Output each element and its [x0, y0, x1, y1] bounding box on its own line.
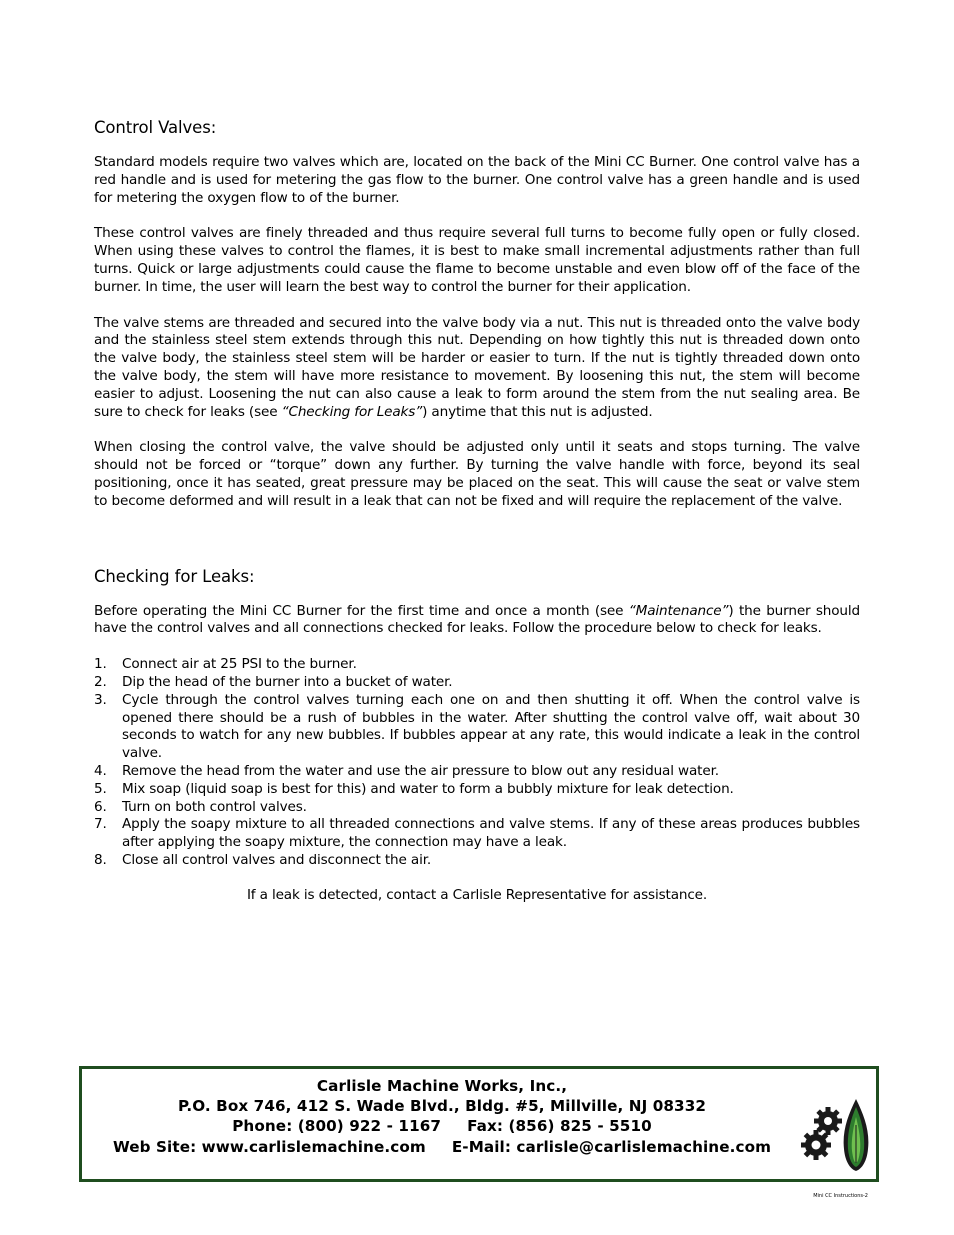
- web-email-line: [82, 1137, 802, 1157]
- cross-reference: “Maintenance”: [628, 602, 729, 619]
- list-text: Connect air at 25 PSI to the burner.: [122, 656, 357, 673]
- list-number: 7.: [94, 816, 107, 833]
- phone-fax-line: [82, 1116, 802, 1136]
- company-address: P.O. Box 746, 412 S. Wade Blvd., Bldg. #5, Millville, NJ 08332: [177, 1097, 707, 1116]
- text-run: Before operating the Mini CC Burner for the first time and once a month (see: [94, 602, 629, 619]
- list-item: [94, 799, 860, 817]
- list-item: [94, 656, 860, 674]
- contact-details: [82, 1076, 802, 1157]
- footer-document-tag: Mini CC Instructions-2: [813, 1193, 868, 1199]
- list-item: [94, 852, 860, 870]
- list-number: 4.: [94, 762, 107, 779]
- list-text: Turn on both control valves.: [122, 798, 307, 815]
- company-name: Carlisle Machine Works, Inc.,: [316, 1077, 568, 1095]
- paragraph: [94, 315, 860, 422]
- section-title-control-valves: Control Valves:: [94, 118, 217, 137]
- list-text: Apply the soapy mixture to all threaded connections and valve stems. If any of these areas produces bubbles after applying the soapy mixture, the connection may have a leak.: [122, 816, 860, 851]
- list-item: [94, 763, 860, 781]
- phone-number: Phone: (800) 922 - 1167: [232, 1117, 442, 1136]
- text-run: ) the burner should have the control valves and all connections checked for leaks. Follow the procedure below to check for leaks.: [94, 602, 860, 637]
- list-number: 5.: [94, 780, 107, 797]
- list-number: 3.: [94, 691, 107, 708]
- list-number: 2.: [94, 673, 107, 690]
- document-body: [94, 118, 860, 905]
- fax-number: Fax: (856) 825 - 5510: [467, 1117, 652, 1136]
- gears-and-flame-logo-icon: [800, 1095, 874, 1173]
- text-run: The valve stems are threaded and secured into the valve body via a nut. This nut is threaded onto the valve body and the stainless steel stem extends through this nut. Depending on how tightly this nut is threaded down onto the valve body, the stainless steel stem will be harder or easier to turn. If the nut is tightly threaded down onto the valve body, the stem will have more resistance to movement. By loosening this nut, the stem will become easier to adjust. Loosening the nut can also cause a leak to form around the stem from the nut sealing area. Be sure to check for leaks (see: [94, 314, 860, 420]
- text-run: ) anytime that this nut is adjusted.: [422, 403, 653, 420]
- leak-check-steps: [94, 656, 860, 870]
- paragraph: [94, 603, 860, 639]
- section-title-checking-for-leaks: Checking for Leaks:: [94, 566, 255, 586]
- list-text: Dip the head of the burner into a bucket of water.: [122, 673, 453, 690]
- list-item: [94, 692, 860, 763]
- list-item: [94, 816, 860, 852]
- list-number: 6.: [94, 798, 107, 815]
- list-text: Mix soap (liquid soap is best for this) and water to form a bubbly mixture for leak detection.: [122, 780, 734, 797]
- paragraph: When closing the control valve, the valve should be adjusted only until it seats and stops turning. The valve should not be forced or “torque” down any further. By turning the valve handle with force, beyond its seal positioning, once it has seated, great pressure may be placed on the seat. This will cause the seat or valve stem to become deformed and will result in a leak that can not be fixed and will require the replacement of the valve.: [94, 439, 860, 509]
- website-link[interactable]: Web Site: www.carlislemachine.com: [112, 1137, 426, 1156]
- list-item: [94, 781, 860, 799]
- list-number: 8.: [94, 851, 107, 868]
- list-text: Remove the head from the water and use the air pressure to blow out any residual water.: [122, 762, 719, 779]
- cross-reference: “Checking for Leaks”: [281, 403, 423, 420]
- email-link[interactable]: E-Mail: carlisle@carlislemachine.com: [451, 1137, 772, 1156]
- list-item: [94, 674, 860, 692]
- contact-box: [79, 1066, 879, 1182]
- list-text: Cycle through the control valves turning each one on and then shutting it off. When the control valve is opened there should be a rush of bubbles in the water. After shutting the control valve off, wait about 30 seconds to watch for any new bubbles. If bubbles appear at any rate, this would indicate a leak in the control valve.: [122, 691, 860, 762]
- list-text: Close all control valves and disconnect the air.: [122, 851, 432, 868]
- paragraph: Standard models require two valves which are, located on the back of the Mini CC Burner. One control valve has a red handle and is used for metering the gas flow to the burner. One control valve has a green handle and is used for metering the oxygen flow to of the burner.: [94, 154, 860, 206]
- list-number: 1.: [94, 656, 107, 673]
- assistance-note: If a leak is detected, contact a Carlisle Representative for assistance.: [246, 886, 708, 903]
- paragraph: These control valves are finely threaded and thus require several full turns to become fully open or fully closed. When using these valves to control the flames, it is best to make small incremental adjustments rather than full turns. Quick or large adjustments could cause the flame to become unstable and even blow off of the face of the burner. In time, the user will learn the best way to control the burner for their application.: [94, 225, 860, 295]
